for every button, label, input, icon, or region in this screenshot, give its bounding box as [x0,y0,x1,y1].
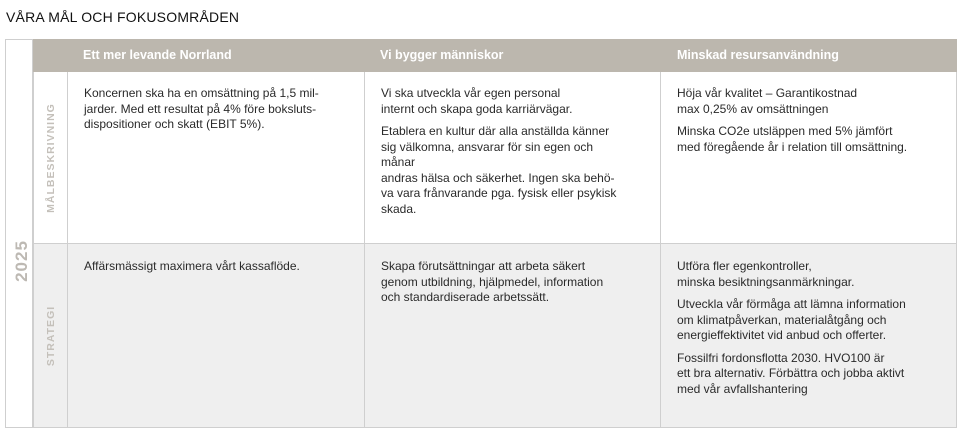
column-divider-2 [660,72,661,428]
paragraph: Fossilfri fordonsflotta 2030. HVO100 är ett bra alternativ. Förbättra och jobba aktivt med vår avfallshantering [677,350,905,396]
table-bottom-border [5,427,957,428]
row-label-cell-strategi [33,243,68,428]
table-right-border [956,72,957,428]
year-column [5,39,33,428]
cell-malbeskrivning-col2 [381,86,653,224]
paragraph: Vi ska utveckla vår egen personal internt och skapa goda karriärvägar. [381,86,573,116]
row-divider [33,243,957,244]
page-title: VÅRA MÅL OCH FOKUSOMRÅDEN [6,9,240,25]
column-header-3: Minskad resursanvändning [677,48,839,62]
paragraph: Skapa förutsättningar att arbeta säkert genom utbildning, hjälpmedel, information och standardiserade arbetssätt. [381,259,604,304]
cell-strategi-col2 [381,259,653,313]
cell-strategi-col1 [84,259,354,282]
paragraph: Koncernen ska ha en omsättning på 1,5 mil- jarder. Med ett resultat på 4% före boksluts- dispositioner och skatt (EBIT 5%). [84,86,319,131]
cell-malbeskrivning-col1 [84,86,354,140]
paragraph: Utföra fler egenkontroller, minska besiktningsanmärkningar. [677,259,855,289]
paragraph: Affärsmässigt maximera vårt kassaflöde. [84,259,300,273]
paragraph: Etablera en kultur där alla anställda känner sig välkomna, ansvarar för sin egen och månar andras hälsa och säkerhet. Ingen ska behö- va vara frånvarande pga. fysisk eller psykisk skada. [381,124,617,216]
row-label-malbeskrivning: MÅLBESKRIVNING [44,102,57,213]
cell-malbeskrivning-col3 [677,86,952,162]
cell-strategi-col3 [677,259,952,404]
paragraph: Höja vår kvalitet – Garantikostnad max 0,25% av omsättningen [677,86,858,116]
row-label-cell-malbeskrivning [33,72,68,243]
paragraph: Minska CO2e utsläppen med 5% jämfört med föregående år i relation till omsättning. [677,124,908,154]
column-header-2: Vi bygger människor [380,48,504,62]
table-header [33,39,957,72]
column-divider-1 [364,72,365,428]
paragraph: Utveckla vår förmåga att lämna information om klimatpåverkan, materialåtgång och energieffektivitet vid anbud och offerter. [677,297,906,342]
column-header-1: Ett mer levande Norrland [83,48,232,62]
row-label-strategi: STRATEGI [44,305,57,366]
year-label: 2025 [12,240,31,282]
